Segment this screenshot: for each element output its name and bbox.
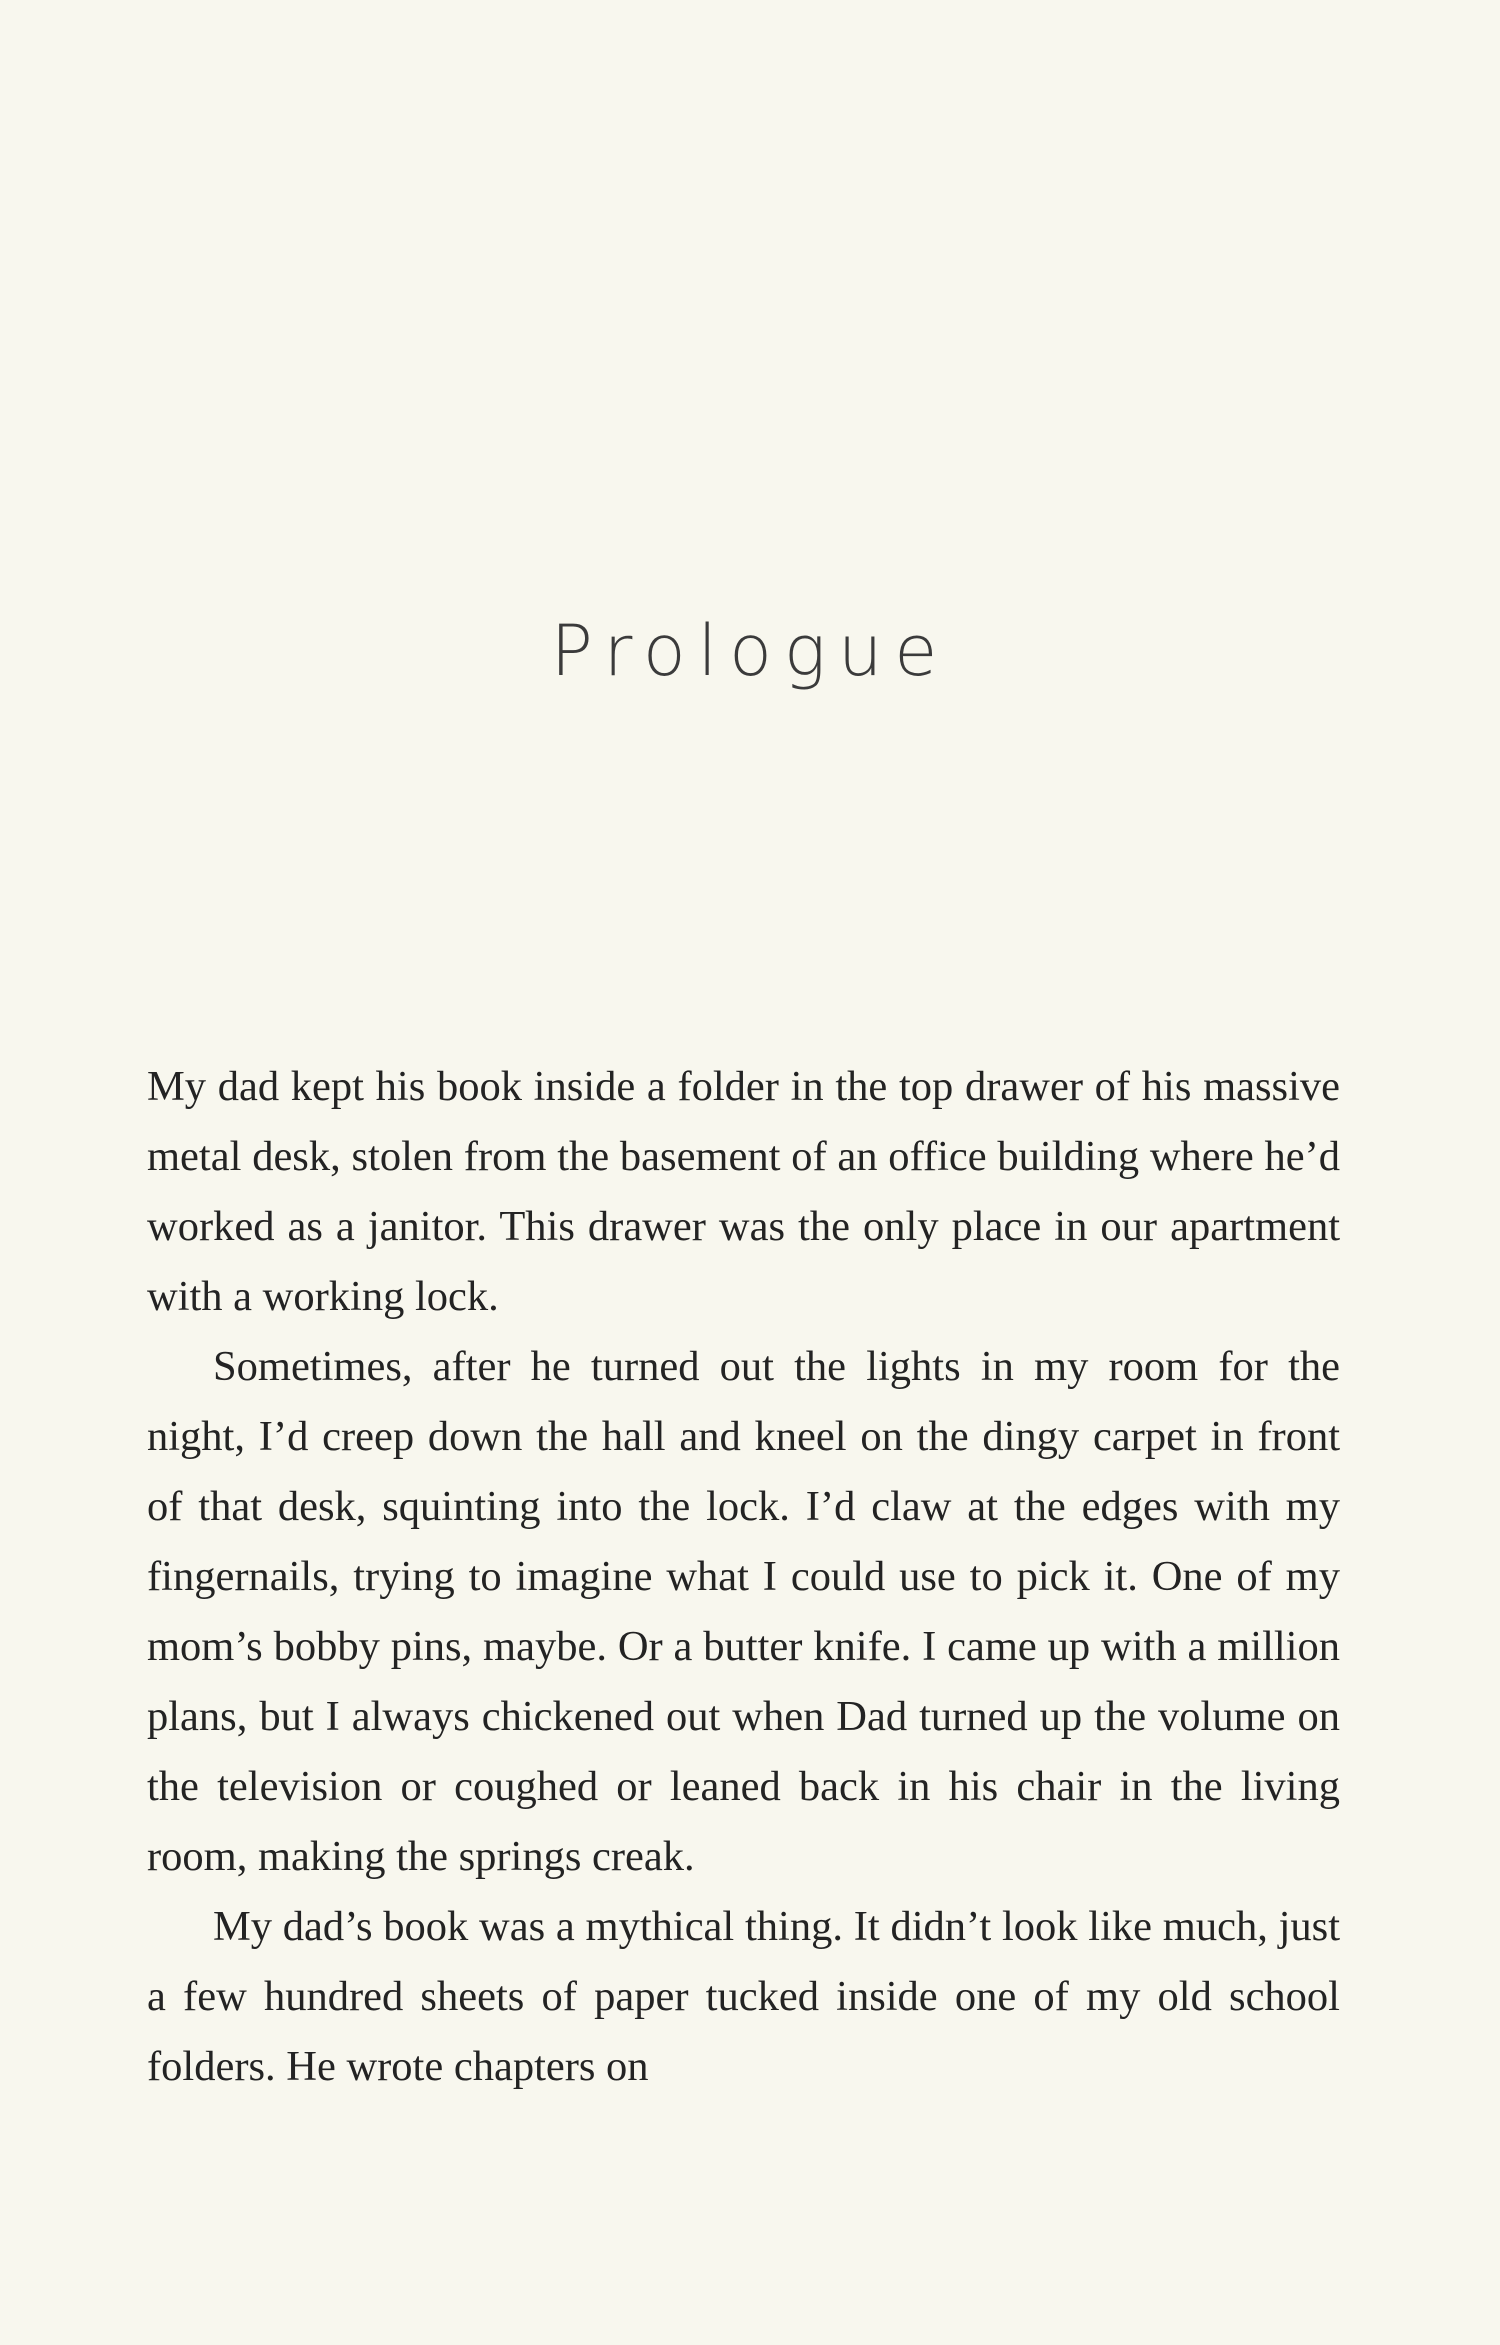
paragraph-1: My dad kept his book inside a folder in the top drawer of his massive metal desk, stolen from the basement of an office building where he’d worked as a janitor. This drawer was the only place in our apartment with a working lock. — [147, 1063, 1340, 1320]
paragraph-3: My dad’s book was a mythical thing. It didn’t look like much, just a few hundred sheets of paper tucked inside one of my old school folders. He wrote chapters on — [147, 1903, 1340, 2090]
paragraph-2: Sometimes, after he turned out the lights in my room for the night, I’d creep down the hall and kneel on the dingy carpet in front of that desk, squinting into the lock. I’d claw at the edges with my fingernails, trying to imagine what I could use to pick it. One of my mom’s bobby pins, maybe. Or a butter knife. I came up with a million plans, but I always chickened out when Dad turned up the volume on the television or coughed or leaned back in his chair in the living room, making the springs creak. — [147, 1343, 1340, 1880]
chapter-title: Prologue — [550, 610, 950, 692]
body-text — [147, 1052, 1340, 2102]
